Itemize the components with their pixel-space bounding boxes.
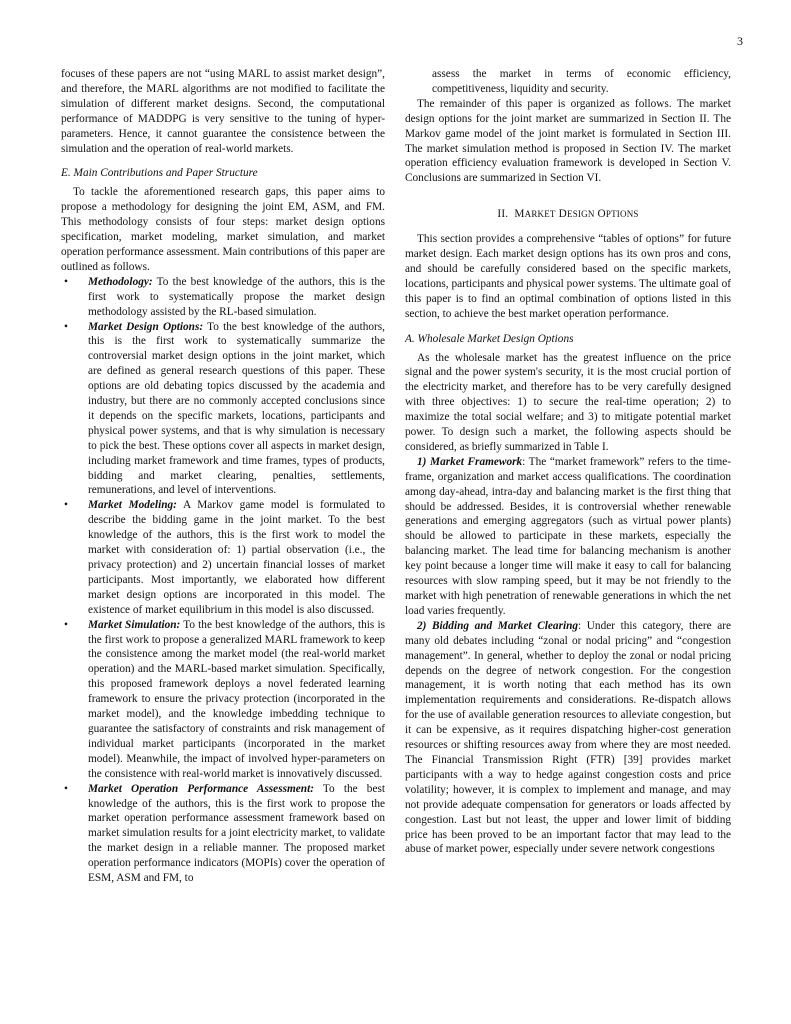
bullet-title: Market Operation Performance Assessment: <box>88 782 314 795</box>
bullet-title: Methodology: <box>88 275 153 288</box>
bullet-icon: • <box>64 499 68 512</box>
bullet-icon: • <box>64 275 68 288</box>
right-column <box>405 67 731 857</box>
bullet-icon: • <box>64 618 68 631</box>
intro-paragraph: focuses of these papers are not “using MARL to assist market design”, and therefore, the MARL algorithms are not modified to facilitate the simulation of different market designs. Second, the computational performance of MADDPG is very sensitive to the tuning of hyper-parameters. Hence, it cannot guarantee the consistence between the simulation and the operation of real-world markets. <box>61 68 385 155</box>
market-framework-paragraph <box>405 455 731 619</box>
market-framework-text: : The “market framework” refers to the time-frame, organization and market access qualifications. The coordination among day-ahead, intra-day and balancing market is the first thing that should be addressed. Besides, it is controversial whether renewable generations and emerging aggregators (such as virtual power plants) should be allowed to participate in these markets, especially the balancing market. The lead time for balancing mechanism is another key point because a longer time will make it easy to call for balancing resources with slow ramping speed, but it may be not friendly to the market with high penetration of renewable generations in which the net load varies frequently. <box>405 455 732 617</box>
section-title-part: D <box>558 208 568 221</box>
bullet-text: To the best knowledge of the authors, this is the first work to propose the market operation performance assessment framework based on market simulation results for a joint electricity market, to validate the market design in a reliable manner. The proposed market operation performance indicators (MOPIs) cover the operation of ESM, ASM and FM, to <box>88 782 385 885</box>
bidding-text: : Under this category, there are many old debates including “zonal or nodal pricing” and “congestion management”. In general, whether to deploy the zonal or nodal pricing depends on the degree of network congestion. For the congestion management, it is worth noting that each method has its own implementation requirements and considerations. Re-dispatch allows for the use of available generation resources to alleviate congestion, but it can be expensive, as it requires dispatching higher-cost generation resources or shifting resources away from where they are most needed. The Financial Transmission Right (FTR) [39] provides market participants with a way to hedge against congestion costs and price volatility; however, it is complex to implement and manage, and may not provide adequate compensation for generators or loads affected by congestion. Last but not least, the upper and lower limit of bidding price has been proved to be an important factor that may lead to the abuse of market power, especially under severe network congestions <box>405 619 731 856</box>
subsection-heading-a: A. Wholesale Market Design Options <box>405 332 574 345</box>
section-title-part: PTIONS <box>605 209 639 220</box>
bullet-icon: • <box>64 782 68 795</box>
list-item <box>61 275 385 320</box>
list-item <box>61 618 385 782</box>
bullet-icon: • <box>64 320 68 333</box>
bullet-text: To the best knowledge of the authors, this is the first work to systematically propose the market design methodology assisted by the RL-based simulation. <box>88 275 385 318</box>
bullet-title: Market Design Options: <box>88 320 204 333</box>
bidding-title: 2) Bidding and Market Clearing <box>417 619 579 632</box>
section-title-part: O <box>597 208 606 221</box>
bullet-continuation: assess the market in terms of economic efficiency, competitiveness, liquidity and security. <box>432 68 731 95</box>
page-number: 3 <box>737 34 743 48</box>
wholesale-paragraph: As the wholesale market has the greatest influence on the price signal and the power system's security, it is the most crucial portion of the electricity market, and therefore has to be very carefully designed with three objectives: 1) to secure the real-time operation; 2) to maximize the total social welfare; and 3) to mitigate potential market power. To design such a market, the following aspects should be considered, as briefly summarized in Table I. <box>405 351 731 453</box>
list-item <box>61 320 385 499</box>
options-paragraph: This section provides a comprehensive “tables of options” for future market design. Each market design options has its own pros and cons, and should be carefully considered based on the specific markets, locations, participants and physical power systems. The ultimate goal of this paper is to find an optimal combination of options listed in this section, to achieve the best market operation performance. <box>405 233 731 320</box>
section-numeral: II. <box>497 208 509 221</box>
section-title-part: M <box>514 208 525 221</box>
bullet-text: To the best knowledge of the authors, this is the first work to systematically summarize the controversial market design options in the joint market, which are defined as general research questions of this paper. These options are old debating topics discussed by the academia and industry, but there are no commonly accepted conclusions since it depends on the specific markets, locations, participants and physical power systems, and that is why simulation is necessary to pick the best. These options cover all aspects in market design, including market framework and time frames, types of products, bidding and market clearing, penalties, settlements, remunerations, and level of interventions. <box>88 320 385 497</box>
left-column <box>61 67 385 886</box>
bullet-title: Market Modeling: <box>88 499 177 512</box>
section-title-part: ESIGN <box>567 209 595 220</box>
list-item <box>61 782 385 886</box>
list-item <box>61 498 385 617</box>
section-title-part: ARKET <box>524 209 556 220</box>
organization-paragraph: The remainder of this paper is organized as follows. The market design options for the joint market are summarized in Section II. The Markov game model of the joint market is formulated in Section III. The market simulation method is proposed in Section IV. The market operation efficiency evaluation framework is developed in Section V. Conclusions are summarized in Section VI. <box>405 97 731 185</box>
subsection-heading-e: E. Main Contributions and Paper Structure <box>61 167 258 180</box>
contributions-paragraph: To tackle the aforementioned research gaps, this paper aims to propose a methodology for designing the joint EM, ASM, and FM. This methodology consists of four steps: market design options specification, market modeling, market simulation, and market operation performance assessment. Main contributions of this paper are outlined as follows. <box>61 186 385 273</box>
section-heading-ii <box>405 207 731 222</box>
bidding-paragraph <box>405 619 731 858</box>
bullet-text: A Markov game model is formulated to describe the bidding game in the joint market. To the best knowledge of the authors, this is the first work to model the market with consideration of: 1) partial observation (i.e., the privacy protection) and 2) uncertain financial losses of market participants. Most importantly, we elaborated how different market design options are incorporated in this model. The existence of market equilibrium in this model is also discussed. <box>88 499 386 616</box>
market-framework-title: 1) Market Framework <box>417 455 523 468</box>
bullet-title: Market Simulation: <box>88 618 181 631</box>
contributions-list <box>61 275 385 886</box>
bullet-text: To the best knowledge of the authors, this is the first work to propose a generalized MARL framework to keep the consistence among the market model (the real-world market operation) and the MARL-based market simulation. Specifically, this proposed framework deploys a novel federated learning framework to ensure the privacy protection (incorporated in the market model), and the knowledge imbedding technique to guarantee the satisfactory of constraints and risk management of individual market participants (incorporated in the market model). Meanwhile, the impact of involved hyper-parameters on the consistence with real-world market is innovatively discussed. <box>88 618 385 780</box>
